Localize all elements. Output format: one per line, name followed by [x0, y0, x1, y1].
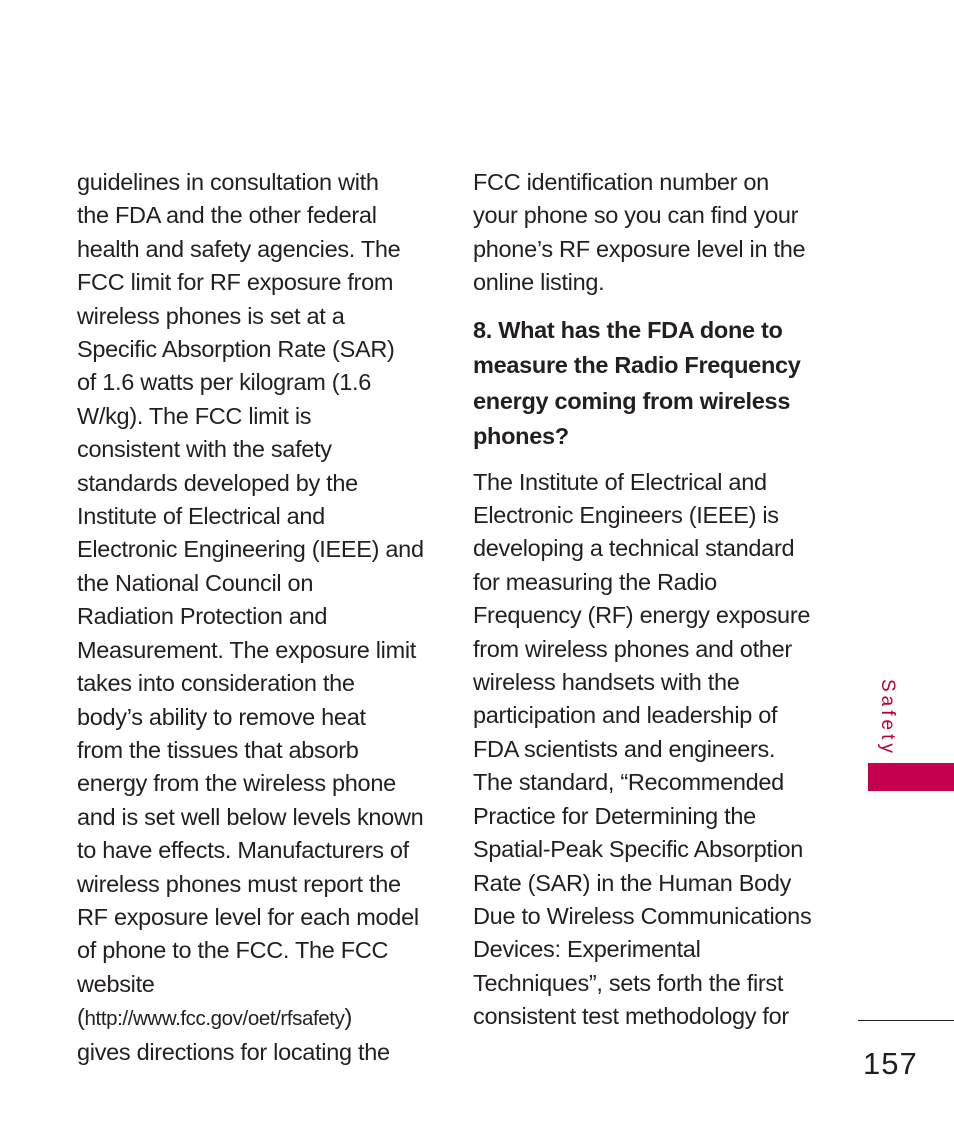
- url-close-paren: ): [344, 1004, 352, 1031]
- section-heading-8: [473, 313, 833, 455]
- answer-line: for measuring the Radio: [473, 568, 717, 595]
- left-body-line: Institute of Electrical and: [77, 503, 325, 530]
- answer-line: Spatial-Peak Specific Absorption: [473, 836, 804, 863]
- left-body-line: FCC limit for RF exposure from: [77, 269, 394, 296]
- heading-line: 8. What has the FDA done to: [473, 316, 783, 343]
- left-body-line: the FDA and the other federal: [77, 202, 377, 229]
- left-body-line: of 1.6 watts per kilogram (1.6: [77, 369, 372, 396]
- page-number: 157: [863, 1046, 918, 1081]
- left-column: [77, 166, 429, 1069]
- answer-line: Due to Wireless Communications: [473, 902, 812, 929]
- left-body-line: from the tissues that absorb: [77, 736, 359, 763]
- left-body-line: and is set well below levels known: [77, 803, 424, 830]
- left-body-line: wireless phones is set at a: [77, 302, 345, 329]
- url-line: [77, 1001, 429, 1035]
- left-body-line: W/kg). The FCC limit is: [77, 402, 312, 429]
- left-body-line: takes into consideration the: [77, 670, 355, 697]
- left-body-line: standards developed by the: [77, 469, 358, 496]
- left-body-line: Measurement. The exposure limit: [77, 636, 417, 663]
- page-number-rule: [858, 1020, 954, 1021]
- answer-line: wireless handsets with the: [473, 669, 740, 696]
- intro-line: online listing.: [473, 269, 605, 296]
- answer-paragraph: [473, 466, 833, 1034]
- answer-line: Practice for Determining the: [473, 802, 756, 829]
- side-tab-label: Safety: [877, 679, 898, 757]
- heading-line: measure the Radio Frequency: [473, 352, 801, 379]
- answer-line: The standard, “Recommended: [473, 769, 784, 796]
- left-body-line: Specific Absorption Rate (SAR): [77, 336, 395, 363]
- left-body-line: of phone to the FCC. The FCC: [77, 937, 389, 964]
- answer-line: from wireless phones and other: [473, 635, 792, 662]
- answer-line: developing a technical standard: [473, 535, 795, 562]
- intro-line: FCC identification number on: [473, 169, 769, 195]
- heading-line: phones?: [473, 423, 569, 450]
- answer-line: Techniques”, sets forth the first: [473, 969, 784, 996]
- answer-line: FDA scientists and engineers.: [473, 735, 776, 762]
- side-tab-bar: [868, 763, 954, 791]
- left-body-line: Radiation Protection and: [77, 603, 328, 630]
- heading-line: energy coming from wireless: [473, 387, 791, 414]
- answer-line: The Institute of Electrical and: [473, 468, 767, 495]
- left-body-line: energy from the wireless phone: [77, 770, 396, 797]
- answer-line: Electronic Engineers (IEEE) is: [473, 502, 779, 529]
- answer-line: Devices: Experimental: [473, 936, 701, 963]
- left-body-line: consistent with the safety: [77, 436, 332, 463]
- answer-line: consistent test methodology for: [473, 1003, 789, 1030]
- left-body-line: the National Council on: [77, 569, 314, 596]
- left-body-line: guidelines in consultation with: [77, 169, 379, 195]
- left-body-line: Electronic Engineering (IEEE) and: [77, 536, 424, 563]
- left-body-line: body’s ability to remove heat: [77, 703, 366, 730]
- left-body-line: gives directions for locating the: [77, 1038, 390, 1065]
- intro-line: phone’s RF exposure level in the: [473, 235, 806, 262]
- left-body-line: website: [77, 970, 155, 997]
- intro-line: your phone so you can find your: [473, 202, 799, 229]
- answer-line: Frequency (RF) energy exposure: [473, 602, 811, 629]
- left-body-line: to have effects. Manufacturers of: [77, 837, 409, 864]
- left-body-line: RF exposure level for each model: [77, 903, 419, 930]
- right-column: [473, 166, 833, 1034]
- left-body-line: wireless phones must report the: [77, 870, 401, 897]
- answer-line: Rate (SAR) in the Human Body: [473, 869, 792, 896]
- intro-paragraph: [473, 166, 833, 300]
- fcc-rfsafety-link[interactable]: http://www.fcc.gov/oet/rfsafety: [84, 1007, 345, 1031]
- answer-line: participation and leadership of: [473, 702, 778, 729]
- url-open-paren: (: [77, 1004, 85, 1031]
- left-body-line: health and safety agencies. The: [77, 235, 401, 262]
